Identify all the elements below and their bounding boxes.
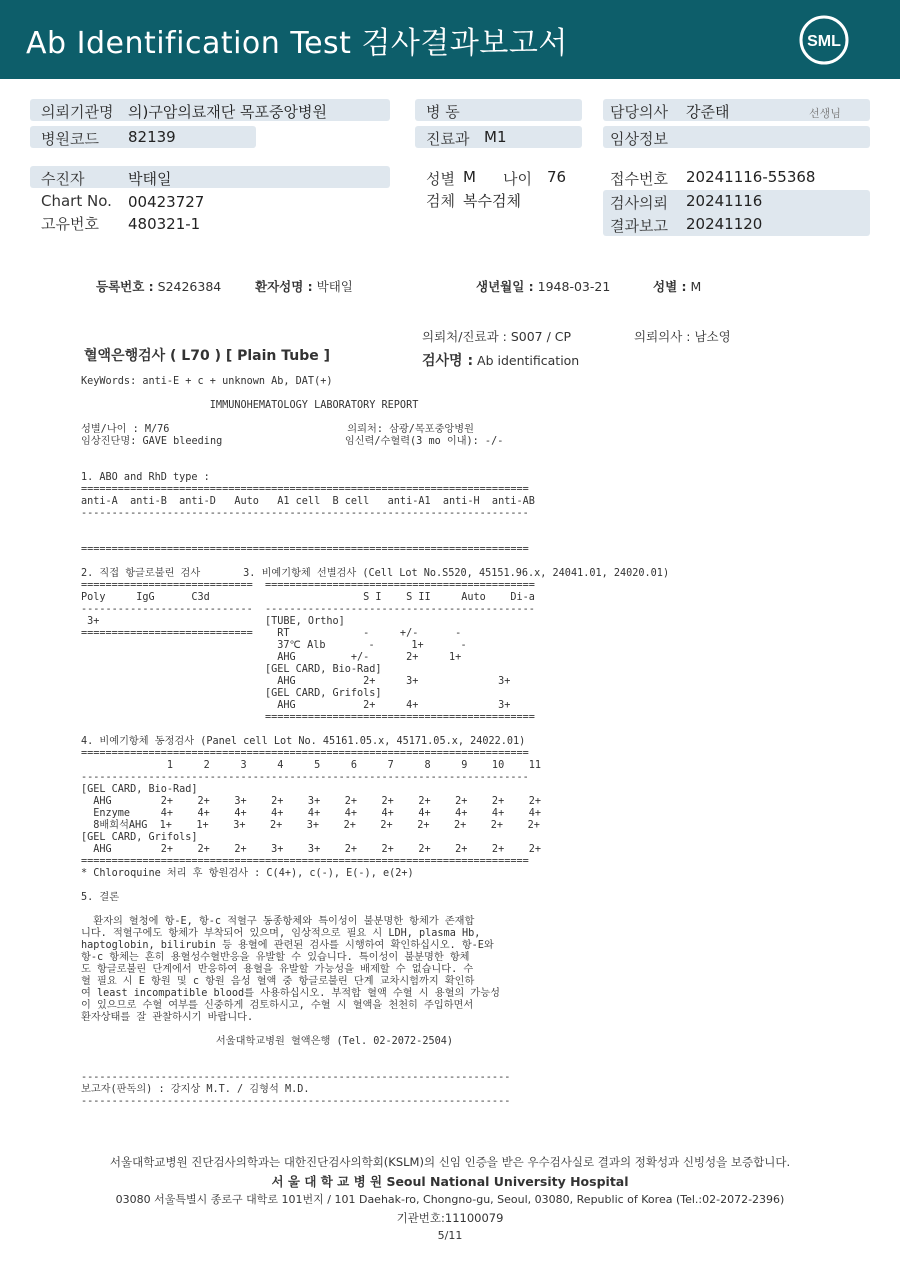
doctor-label: 담당의사 xyxy=(610,103,668,121)
report-line: AHG 2+ 3+ 3+ xyxy=(81,676,511,687)
report-line: ---------------------------- -------------------------------------------- xyxy=(81,604,535,615)
footer-address: 03080 서울특별시 종로구 대학로 101번지 / 101 Daehak-ro, Chongno-gu, Seoul, 03080, Republic of Korea (Tel.:02-2072-2396) xyxy=(115,1193,785,1206)
ref-doctor: 의뢰의사 : 남소영 xyxy=(634,329,731,344)
id-label: 고유번호 xyxy=(41,215,99,233)
code-value: 82139 xyxy=(128,128,176,146)
report-line: KeyWords: anti-E + c + unknown Ab, DAT(+) xyxy=(81,376,333,387)
request-value: 20241116 xyxy=(686,192,763,210)
report-line: 서울대학교병원 혈액은행 (Tel. 02-2072-2504) xyxy=(81,1036,453,1047)
report-line: 여 least incompatible blood를 사용하십시오. 부적합 혈액 수혈 시 용혈의 가능성 xyxy=(81,988,500,999)
report-line: ========================================================================= xyxy=(81,544,529,555)
report-line: 환자의 혈청에 항-E, 항-c 적혈구 동종항체와 특이성이 불분명한 항체가 존재합 xyxy=(81,916,475,927)
id-value: 480321-1 xyxy=(128,215,201,233)
report-line: anti-A anti-B anti-D Auto A1 cell B cell anti-A1 anti-H anti-AB xyxy=(81,496,535,507)
doctor-suffix: 선생님 xyxy=(809,107,841,120)
report-line: 니다. 적혈구에도 항체가 부착되어 있으며, 임상적으로 필요 시 LDH, plasma Hb, xyxy=(81,928,481,939)
ward-label: 병 동 xyxy=(426,103,460,121)
test-name: 검사명 : Ab identification xyxy=(422,353,580,369)
receipt-label: 접수번호 xyxy=(610,170,668,188)
birth-date: 생년월일 : 1948-03-21 xyxy=(476,279,611,294)
report-line: * Chloroquine 처리 후 항원검사 : C(4+), c(-), E(-), e(2+) xyxy=(81,868,414,879)
patient-value: 박태일 xyxy=(128,170,172,188)
footer-certification: 서울대학교병원 진단검사의학과는 대한진단검사의학회(KSLM)의 신임 인증을 받은 우수검사실로 결과의 정확성과 신빙성을 보증합니다. xyxy=(109,1155,791,1169)
report-line: ---------------------------------------------------------------------- xyxy=(81,1096,511,1107)
report-line: ========================================================================= xyxy=(81,748,529,759)
request-label: 검사의뢰 xyxy=(610,194,668,212)
report-line xyxy=(81,520,669,532)
report-line: AHG 2+ 4+ 3+ xyxy=(81,700,511,711)
code-label: 병원코드 xyxy=(41,130,99,148)
report-line: AHG +/- 2+ 1+ xyxy=(81,652,462,663)
report-line: 혈 필요 시 E 항원 및 c 항원 음성 혈액 중 항글로불린 단계 교차시험까지 확인하 xyxy=(81,976,475,987)
report-line: 4. 비예기항체 동정검사 (Panel cell Lot No. 45161.05.x, 45171.05.x, 24022.01) xyxy=(81,736,526,747)
report-line: 임상진단명: GAVE bleeding 임신력/수혈력(3 mo 이내): -/- xyxy=(81,436,504,447)
report-line xyxy=(81,448,669,460)
sex-value: M xyxy=(463,168,476,186)
report-line: 2. 직접 항글로불린 검사 3. 비예기항체 선별검사 (Cell Lot No.S520, 45151.96.x, 24041.01, 24020.01) xyxy=(81,568,670,579)
report-line: 보고자(판독의) : 강지상 M.T. / 김형석 M.D. xyxy=(81,1084,310,1095)
report-line xyxy=(81,388,669,400)
logo-text: SML xyxy=(807,33,841,50)
report-line xyxy=(81,556,669,568)
dept-label: 진료과 xyxy=(426,130,470,148)
report-line: ---------------------------------------------------------------------- xyxy=(81,1072,511,1083)
report-header xyxy=(0,0,900,79)
report-line xyxy=(81,532,669,544)
report-line xyxy=(81,904,669,916)
report-line xyxy=(81,412,669,424)
report-title: Ab Identification Test 검사결과보고서 xyxy=(26,26,568,61)
report-line: ============================================ xyxy=(81,712,535,723)
report-line xyxy=(81,880,669,892)
report-line: ============================ ============================================ xyxy=(81,580,535,591)
report-line: 성별/나이 : M/76 의뢰처: 삼광/목포중앙병원 xyxy=(81,424,474,435)
specimen-value: 복수검체 xyxy=(463,192,521,210)
specimen-label: 검체 xyxy=(426,192,455,210)
receipt-value: 20241116-55368 xyxy=(686,168,816,186)
chart-value: 00423727 xyxy=(128,193,205,211)
report-line: ------------------------------------------------------------------------- xyxy=(81,772,529,783)
report-line: 3+ [TUBE, Ortho] xyxy=(81,616,345,627)
reg-number: 등록번호 : S2426384 xyxy=(96,279,222,294)
report-line: haptoglobin, bilirubin 등 용혈에 관련된 검사를 시행하여 확인하십시오. 항-E와 xyxy=(81,940,494,951)
report-line: 도 항글로불린 단계에서 반응하여 용혈을 유발할 가능성을 배제할 수 없습니다. 수 xyxy=(81,964,474,975)
report-line: IMMUNOHEMATOLOGY LABORATORY REPORT xyxy=(81,400,419,411)
ref-dept: 의뢰처/진료과 : S007 / CP xyxy=(422,329,572,344)
report-line: 8배희석AHG 1+ 1+ 3+ 2+ 3+ 2+ 2+ 2+ 2+ 2+ 2+ xyxy=(81,820,540,831)
report-line: Enzyme 4+ 4+ 4+ 4+ 4+ 4+ 4+ 4+ 4+ 4+ 4+ xyxy=(81,808,542,819)
age-label: 나이 xyxy=(503,170,532,188)
patient-label: 수진자 xyxy=(41,170,85,188)
hospital-value: 의)구암의료재단 목포중앙병원 xyxy=(128,103,327,121)
hospital-label: 의뢰기관명 xyxy=(41,103,114,121)
clinical-label: 임상정보 xyxy=(610,130,668,148)
patient-name: 환자성명 : 박태일 xyxy=(255,279,353,294)
report-date-label: 결과보고 xyxy=(610,217,668,235)
report-line xyxy=(81,724,669,736)
report-line: ============================ RT - +/- - xyxy=(81,628,462,639)
report-line xyxy=(81,460,669,472)
report-line: ========================================================================= xyxy=(81,484,529,495)
report-line xyxy=(81,1048,669,1060)
report-line: 환자상태를 잘 관찰하시기 바랍니다. xyxy=(81,1012,254,1023)
report-line xyxy=(81,1024,669,1036)
report-line: ------------------------------------------------------------------------- xyxy=(81,508,529,519)
doctor-value: 강준태 xyxy=(686,103,730,121)
report-line: 항-c 항체는 흔히 용혈성수혈반응을 유발할 수 있습니다. 특이성이 불분명한 항체 xyxy=(81,952,470,963)
report-line: Poly IgG C3d S I S II Auto Di-a xyxy=(81,592,535,603)
report-line: [GEL CARD, Bio-Rad] xyxy=(81,784,198,795)
report-line: [GEL CARD, Bio-Rad] xyxy=(81,664,382,675)
report-line: [GEL CARD, Grifols] xyxy=(81,832,198,843)
report-line: AHG 2+ 2+ 3+ 2+ 3+ 2+ 2+ 2+ 2+ 2+ 2+ xyxy=(81,796,542,807)
report-line: [GEL CARD, Grifols] xyxy=(81,688,382,699)
report-line xyxy=(81,1060,669,1072)
report-line: 5. 결론 xyxy=(81,892,120,903)
report-line: 이 있으므로 수혈 여부를 신중하게 검토하시고, 수혈 시 혈액을 천천히 주입하면서 xyxy=(81,1000,474,1011)
page-number: 5/11 xyxy=(437,1229,463,1242)
sex-label: 성별 xyxy=(426,170,455,188)
footer-hospital-name: 서 울 대 학 교 병 원 Seoul National University Hospital xyxy=(271,1174,629,1189)
report-body xyxy=(81,376,669,1108)
footer-institution-number: 기관번호:11100079 xyxy=(396,1211,504,1225)
report-line: 37℃ Alb - 1+ - xyxy=(81,640,467,651)
test-title: 혈액은행검사 ( L70 ) [ Plain Tube ] xyxy=(84,348,331,364)
dept-value: M1 xyxy=(484,128,507,146)
report-line: 1. ABO and RhD type : xyxy=(81,472,210,483)
report-line: 1 2 3 4 5 6 7 8 9 10 11 xyxy=(81,760,542,771)
report-line: AHG 2+ 2+ 2+ 3+ 3+ 2+ 2+ 2+ 2+ 2+ 2+ xyxy=(81,844,542,855)
report-line: ========================================================================= xyxy=(81,856,529,867)
chart-label: Chart No. xyxy=(41,192,112,210)
sml-logo xyxy=(798,14,850,66)
patient-sex: 성별 : M xyxy=(653,279,702,294)
report-date-value: 20241120 xyxy=(686,215,763,233)
age-value: 76 xyxy=(547,168,567,186)
